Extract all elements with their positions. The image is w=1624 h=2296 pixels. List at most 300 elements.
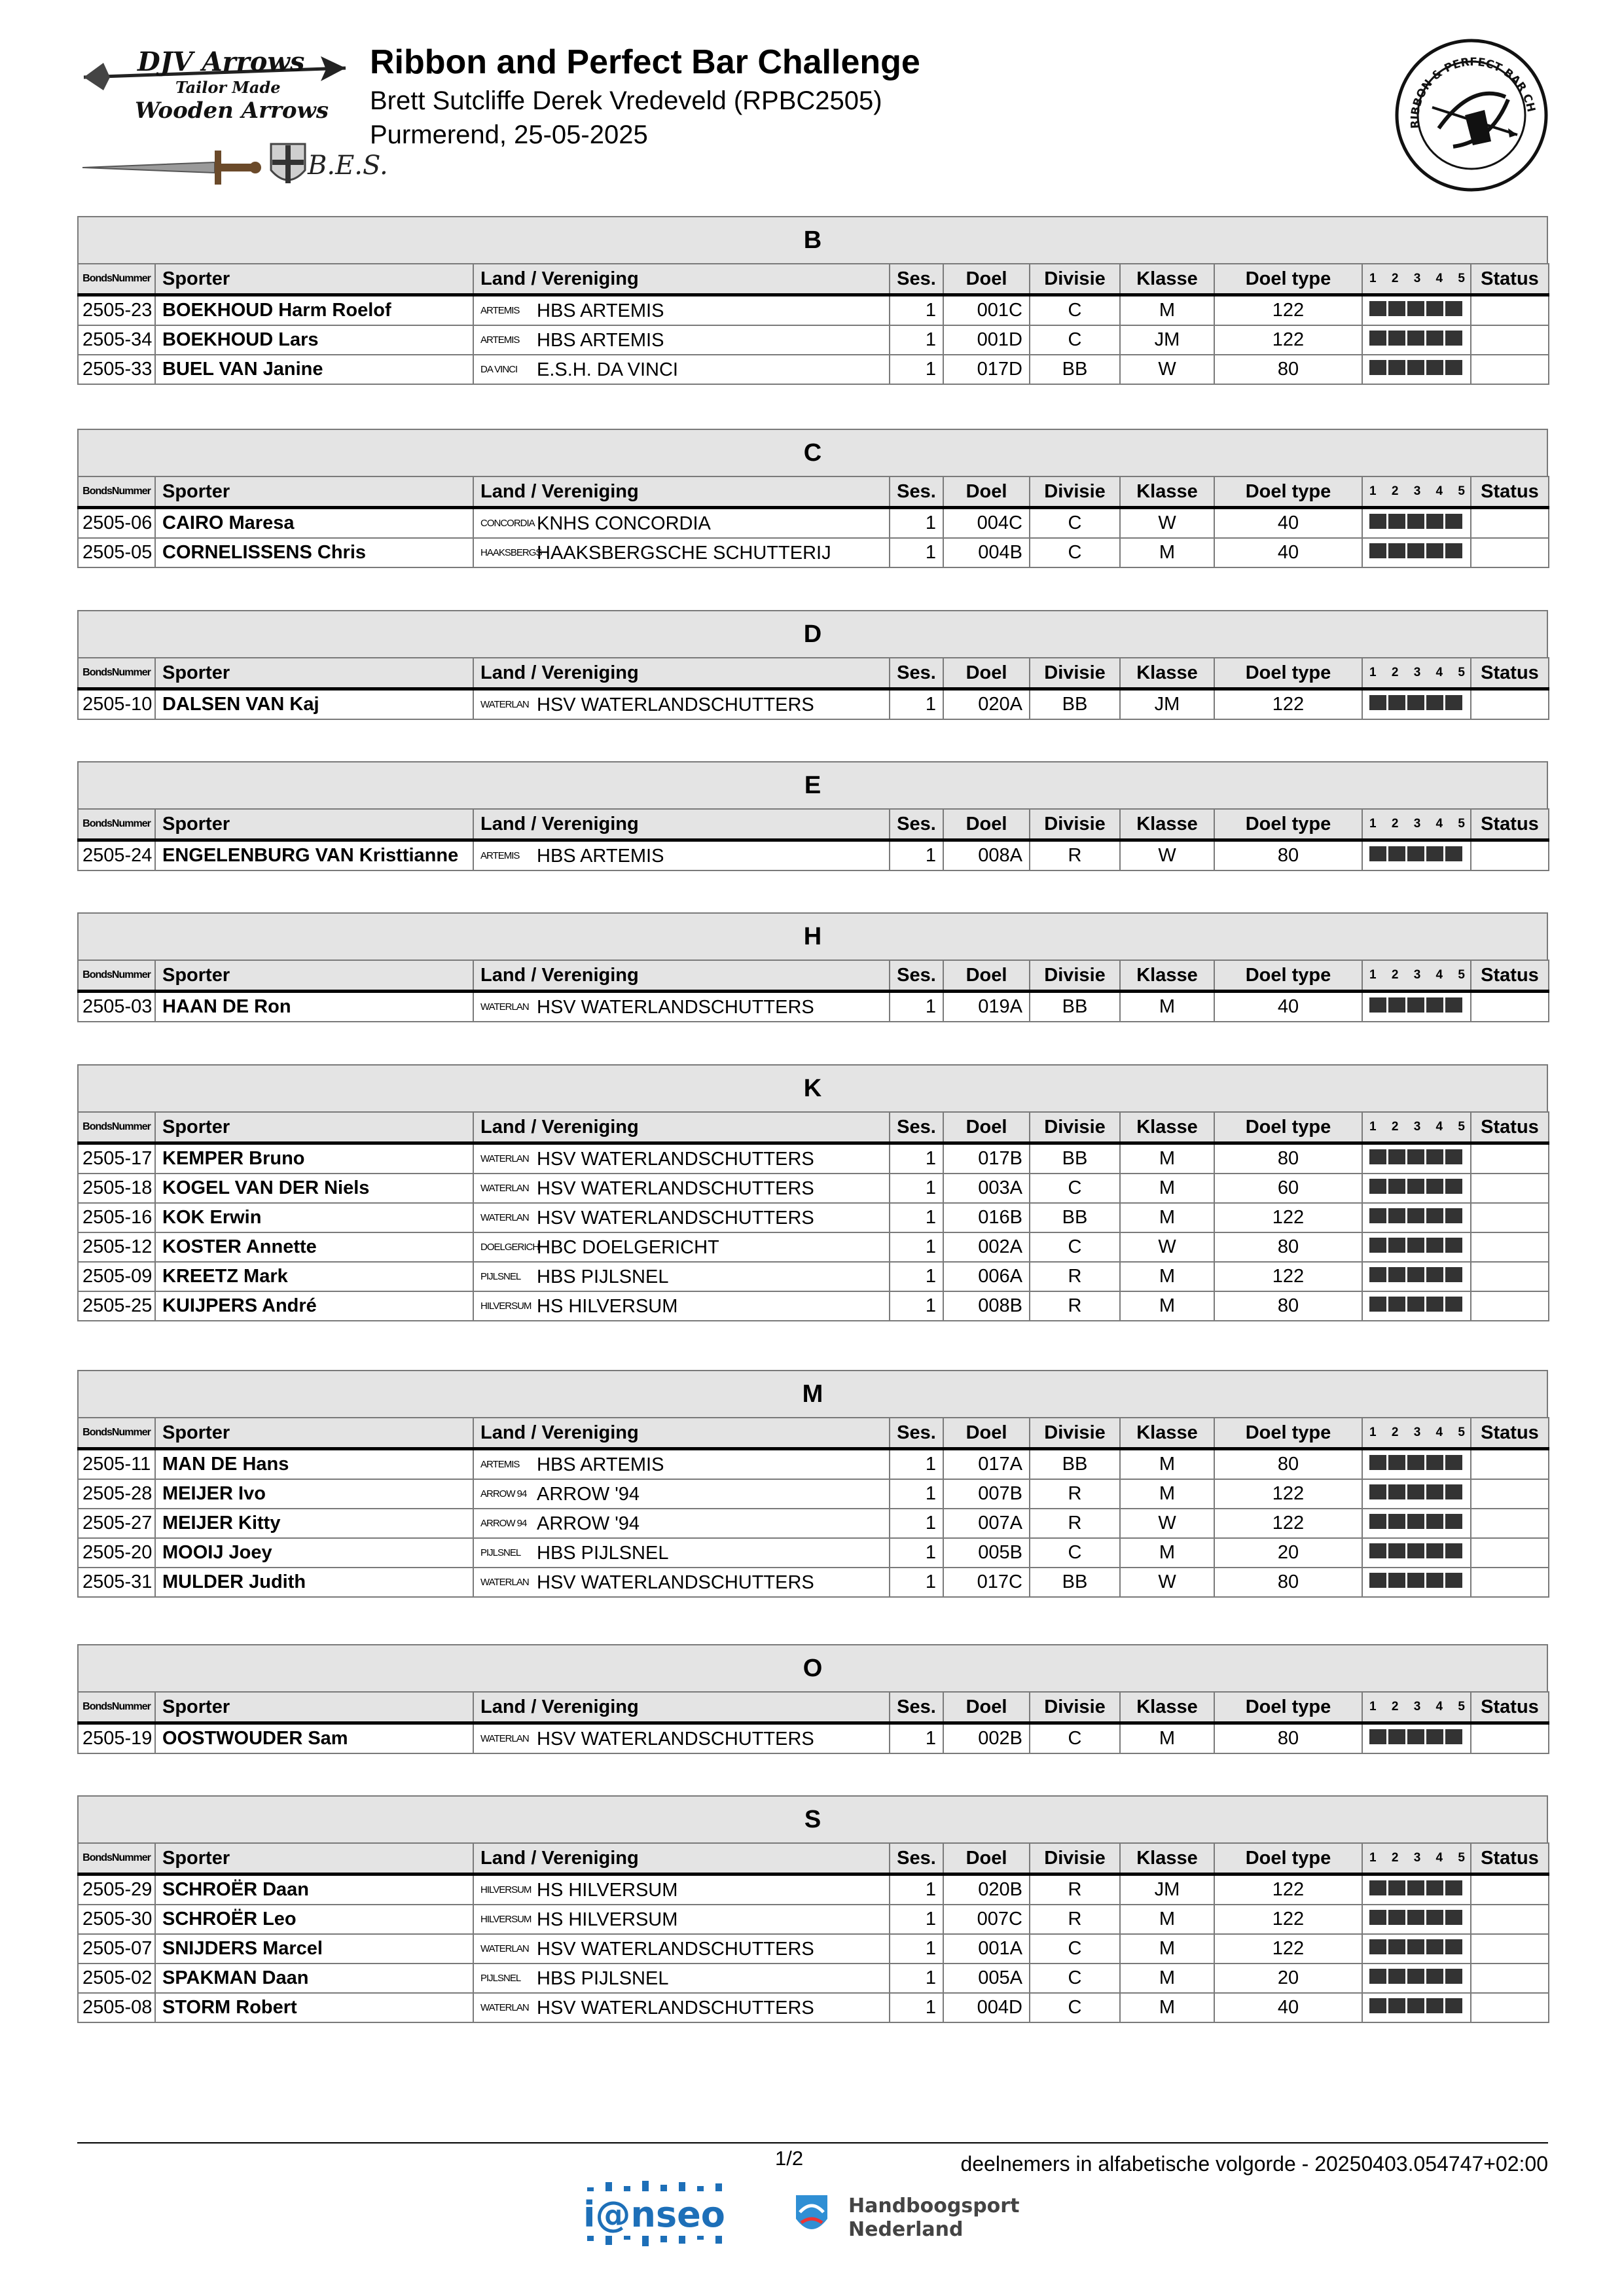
section-s	[77, 1795, 1548, 2023]
score-box	[1445, 331, 1462, 346]
session: 1	[890, 1232, 943, 1262]
col-land-header: Land / Vereniging	[473, 1692, 890, 1723]
status	[1471, 992, 1549, 1022]
section-c	[77, 429, 1548, 568]
score-box	[1445, 1267, 1462, 1282]
score-box	[1407, 1514, 1424, 1529]
col-divisie-header: Divisie	[1030, 1418, 1120, 1449]
class: M	[1120, 295, 1214, 326]
col-doeltype-header: Doel type	[1214, 264, 1362, 295]
division: C	[1030, 1723, 1120, 1754]
target: 020B	[943, 1874, 1030, 1905]
session: 1	[890, 1993, 943, 2022]
col-ses-header: Ses.	[890, 1843, 943, 1874]
col-status-header: Status	[1471, 264, 1549, 295]
target: 005B	[943, 1538, 1030, 1568]
club-short-code: DA VINCI	[480, 364, 518, 376]
score-box-group	[1369, 1571, 1464, 1593]
score-boxes	[1362, 1874, 1471, 1905]
score-box	[1388, 1267, 1405, 1282]
score-box	[1369, 846, 1386, 861]
score-box-group	[1369, 1967, 1464, 1989]
target-type: 80	[1214, 355, 1362, 384]
participants-table	[77, 1842, 1549, 2023]
class: W	[1120, 1509, 1214, 1538]
col-divisie-header: Divisie	[1030, 1112, 1120, 1143]
status	[1471, 1174, 1549, 1203]
club-cell	[473, 1934, 890, 1964]
bondsnummer: 2505-07	[78, 1934, 155, 1964]
club-cell	[473, 295, 890, 326]
status	[1471, 1232, 1549, 1262]
target-type: 80	[1214, 840, 1362, 871]
class: M	[1120, 1479, 1214, 1509]
table-row	[78, 538, 1549, 567]
score-box	[1407, 360, 1424, 375]
participants-table	[77, 808, 1549, 871]
score-box	[1407, 1543, 1424, 1558]
score-box	[1407, 1969, 1424, 1984]
col-status-header: Status	[1471, 476, 1549, 508]
division: C	[1030, 295, 1120, 326]
col-divisie-header: Divisie	[1030, 960, 1120, 992]
table-row	[78, 355, 1549, 384]
score-boxes	[1362, 538, 1471, 567]
score-box	[1426, 846, 1443, 861]
athlete-name: OOSTWOUDER Sam	[155, 1723, 473, 1754]
col-klasse-header: Klasse	[1120, 960, 1214, 992]
target-type: 122	[1214, 1874, 1362, 1905]
score-box	[1388, 543, 1405, 558]
score-box	[1369, 301, 1386, 316]
score-box	[1388, 1297, 1405, 1312]
bondsnummer: 2505-31	[78, 1568, 155, 1597]
header-row	[78, 1692, 1549, 1723]
club-name: HBS ARTEMIS	[537, 845, 664, 867]
club-cell	[473, 1568, 890, 1597]
club-cell	[473, 689, 890, 720]
session: 1	[890, 1934, 943, 1964]
col-ses-header: Ses.	[890, 476, 943, 508]
col-doel-header: Doel	[943, 476, 1030, 508]
score-boxes	[1362, 1723, 1471, 1754]
section-letter: C	[77, 429, 1548, 476]
status	[1471, 508, 1549, 539]
target: 016B	[943, 1203, 1030, 1232]
col-bondsnummer-header: BondsNummer	[78, 809, 155, 840]
bondsnummer: 2505-12	[78, 1232, 155, 1262]
score-box-group	[1369, 1177, 1464, 1199]
division: R	[1030, 1874, 1120, 1905]
col-sporter-header: Sporter	[155, 960, 473, 992]
score-box	[1426, 1573, 1443, 1588]
club-name: E.S.H. DA VINCI	[537, 359, 678, 380]
class: M	[1120, 1291, 1214, 1321]
target: 005A	[943, 1964, 1030, 1993]
score-boxes	[1362, 689, 1471, 720]
target-type: 122	[1214, 325, 1362, 355]
target: 007B	[943, 1479, 1030, 1509]
score-box-group	[1369, 1236, 1464, 1258]
score-box	[1445, 695, 1462, 710]
table-row	[78, 295, 1549, 326]
header-row	[78, 1112, 1549, 1143]
page-number: 1/2	[775, 2147, 804, 2170]
club-short-code: WATERLAN	[480, 1153, 529, 1165]
score-box	[1426, 1969, 1443, 1984]
target-type: 122	[1214, 689, 1362, 720]
class: M	[1120, 1174, 1214, 1203]
club-name: KNHS CONCORDIA	[537, 512, 711, 534]
club-cell	[473, 1232, 890, 1262]
table-row	[78, 840, 1549, 871]
col-doel-header: Doel	[943, 960, 1030, 992]
col-land-header: Land / Vereniging	[473, 476, 890, 508]
score-boxes	[1362, 840, 1471, 871]
svg-text:B.E.S.: B.E.S.	[308, 151, 388, 181]
col-divisie-header: Divisie	[1030, 476, 1120, 508]
session: 1	[890, 538, 943, 567]
col-doeltype-header: Doel type	[1214, 658, 1362, 689]
score-box	[1445, 1910, 1462, 1925]
bondsnummer: 2505-20	[78, 1538, 155, 1568]
athlete-name: BOEKHOUD Lars	[155, 325, 473, 355]
club-short-code: ARTEMIS	[480, 850, 520, 862]
club-short-code: ARROW 94	[480, 1518, 527, 1530]
score-box	[1388, 1880, 1405, 1895]
section-d	[77, 610, 1548, 720]
session: 1	[890, 1143, 943, 1174]
class: M	[1120, 1723, 1214, 1754]
score-box	[1388, 1179, 1405, 1194]
section-o	[77, 1644, 1548, 1754]
target-type: 122	[1214, 1203, 1362, 1232]
target-type: 122	[1214, 1479, 1362, 1509]
score-box	[1369, 1297, 1386, 1312]
col-divisie-header: Divisie	[1030, 1843, 1120, 1874]
club-short-code: ARROW 94	[480, 1488, 527, 1500]
class: M	[1120, 1964, 1214, 1993]
bondsnummer: 2505-24	[78, 840, 155, 871]
score-box-group	[1369, 1266, 1464, 1287]
target: 001A	[943, 1934, 1030, 1964]
col-land-header: Land / Vereniging	[473, 1418, 890, 1449]
athlete-name: HAAN DE Ron	[155, 992, 473, 1022]
club-cell	[473, 538, 890, 567]
division: R	[1030, 840, 1120, 871]
col-klasse-header: Klasse	[1120, 264, 1214, 295]
score-box	[1445, 1880, 1462, 1895]
col-scores-header: 1 2 3 4 5	[1362, 264, 1471, 295]
score-box	[1407, 1455, 1424, 1470]
score-box	[1407, 846, 1424, 861]
athlete-name: BUEL VAN Janine	[155, 355, 473, 384]
section-e	[77, 761, 1548, 871]
score-box	[1369, 331, 1386, 346]
score-box	[1426, 1179, 1443, 1194]
target-type: 80	[1214, 1232, 1362, 1262]
score-box-group	[1369, 1513, 1464, 1534]
score-boxes	[1362, 1538, 1471, 1568]
score-box	[1407, 1149, 1424, 1164]
score-boxes	[1362, 1262, 1471, 1291]
bondsnummer: 2505-34	[78, 325, 155, 355]
score-box	[1369, 543, 1386, 558]
athlete-name: KOSTER Annette	[155, 1232, 473, 1262]
score-boxes	[1362, 1509, 1471, 1538]
athlete-name: DALSEN VAN Kaj	[155, 689, 473, 720]
target: 001C	[943, 295, 1030, 326]
score-box-group	[1369, 300, 1464, 321]
target-type: 122	[1214, 1905, 1362, 1934]
score-box	[1426, 1543, 1443, 1558]
section-letter: E	[77, 761, 1548, 808]
division: C	[1030, 1174, 1120, 1203]
bondsnummer: 2505-19	[78, 1723, 155, 1754]
col-doel-header: Doel	[943, 809, 1030, 840]
header-row	[78, 1418, 1549, 1449]
target-type: 60	[1214, 1174, 1362, 1203]
section-letter: S	[77, 1795, 1548, 1842]
score-boxes	[1362, 1993, 1471, 2022]
score-box	[1369, 1455, 1386, 1470]
target: 017A	[943, 1449, 1030, 1480]
score-box	[1426, 1455, 1443, 1470]
athlete-name: ENGELENBURG VAN Kristtianne	[155, 840, 473, 871]
class: W	[1120, 1568, 1214, 1597]
club-name: HAAKSBERGSCHE SCHUTTERIJ	[537, 542, 831, 564]
score-box	[1407, 1238, 1424, 1253]
col-divisie-header: Divisie	[1030, 658, 1120, 689]
col-bondsnummer-header: BondsNummer	[78, 476, 155, 508]
target: 003A	[943, 1174, 1030, 1203]
footer-divider	[77, 2142, 1548, 2144]
col-doel-header: Doel	[943, 658, 1030, 689]
class: M	[1120, 1262, 1214, 1291]
club-name: HS HILVERSUM	[537, 1879, 678, 1901]
session: 1	[890, 1723, 943, 1754]
col-ses-header: Ses.	[890, 264, 943, 295]
score-box	[1426, 1910, 1443, 1925]
col-bondsnummer-header: BondsNummer	[78, 960, 155, 992]
col-ses-header: Ses.	[890, 1692, 943, 1723]
score-box	[1369, 1208, 1386, 1223]
section-letter: B	[77, 216, 1548, 263]
score-box	[1407, 1910, 1424, 1925]
score-boxes	[1362, 1934, 1471, 1964]
table-row	[78, 1174, 1549, 1203]
target: 006A	[943, 1262, 1030, 1291]
col-bondsnummer-header: BondsNummer	[78, 264, 155, 295]
bondsnummer: 2505-33	[78, 355, 155, 384]
score-box	[1445, 846, 1462, 861]
score-box	[1407, 301, 1424, 316]
athlete-name: MEIJER Ivo	[155, 1479, 473, 1509]
target-type: 40	[1214, 508, 1362, 539]
club-name: HS HILVERSUM	[537, 1909, 678, 1930]
club-name: HSV WATERLANDSCHUTTERS	[537, 1148, 814, 1170]
score-box	[1388, 1208, 1405, 1223]
score-box	[1388, 1998, 1405, 2013]
col-sporter-header: Sporter	[155, 1843, 473, 1874]
target-type: 20	[1214, 1538, 1362, 1568]
col-doeltype-header: Doel type	[1214, 809, 1362, 840]
club-short-code: HILVERSUM	[480, 1884, 532, 1896]
col-bondsnummer-header: BondsNummer	[78, 1692, 155, 1723]
ribbon-challenge-logo	[1393, 37, 1550, 194]
score-box	[1426, 1297, 1443, 1312]
col-sporter-header: Sporter	[155, 1418, 473, 1449]
col-doeltype-header: Doel type	[1214, 1843, 1362, 1874]
col-land-header: Land / Vereniging	[473, 658, 890, 689]
club-name: HSV WATERLANDSCHUTTERS	[537, 996, 814, 1018]
bondsnummer: 2505-25	[78, 1291, 155, 1321]
score-boxes	[1362, 1449, 1471, 1480]
col-doel-header: Doel	[943, 1112, 1030, 1143]
score-box-group	[1369, 359, 1464, 380]
table-row	[78, 508, 1549, 539]
club-short-code: HILVERSUM	[480, 1300, 532, 1312]
score-boxes	[1362, 355, 1471, 384]
score-box	[1388, 514, 1405, 529]
col-status-header: Status	[1471, 1692, 1549, 1723]
score-box	[1445, 1208, 1462, 1223]
score-box	[1369, 360, 1386, 375]
club-short-code: PIJLSNEL	[480, 1547, 521, 1559]
club-short-code: CONCORDIA	[480, 518, 535, 529]
status	[1471, 1538, 1549, 1568]
col-klasse-header: Klasse	[1120, 1418, 1214, 1449]
col-scores-header: 1 2 3 4 5	[1362, 1112, 1471, 1143]
club-cell	[473, 355, 890, 384]
score-box	[1407, 997, 1424, 1013]
athlete-name: SPAKMAN Daan	[155, 1964, 473, 1993]
score-boxes	[1362, 1291, 1471, 1321]
score-box	[1426, 1267, 1443, 1282]
score-box	[1445, 997, 1462, 1013]
club-cell	[473, 1964, 890, 1993]
bondsnummer: 2505-02	[78, 1964, 155, 1993]
score-box	[1388, 1484, 1405, 1499]
col-status-header: Status	[1471, 1843, 1549, 1874]
score-box	[1369, 1267, 1386, 1282]
handboogsport-nederland-logo	[792, 2186, 1020, 2245]
col-klasse-header: Klasse	[1120, 1692, 1214, 1723]
score-box	[1426, 514, 1443, 529]
status	[1471, 355, 1549, 384]
session: 1	[890, 1538, 943, 1568]
col-ses-header: Ses.	[890, 809, 943, 840]
bondsnummer: 2505-06	[78, 508, 155, 539]
score-box	[1445, 301, 1462, 316]
table-row	[78, 1262, 1549, 1291]
target-type: 80	[1214, 1723, 1362, 1754]
score-box	[1369, 1729, 1386, 1744]
score-box	[1445, 1998, 1462, 2013]
athlete-name: CORNELISSENS Chris	[155, 538, 473, 567]
target-type: 20	[1214, 1964, 1362, 1993]
division: C	[1030, 1232, 1120, 1262]
score-box	[1426, 1514, 1443, 1529]
table-row	[78, 689, 1549, 720]
club-short-code: WATERLAN	[480, 2002, 529, 2014]
score-box	[1407, 1573, 1424, 1588]
score-boxes	[1362, 1964, 1471, 1993]
score-box	[1407, 1880, 1424, 1895]
svg-text:Wooden Arrows: Wooden Arrows	[135, 98, 329, 124]
status	[1471, 1723, 1549, 1754]
header-title-block	[370, 41, 920, 152]
club-name: HSV WATERLANDSCHUTTERS	[537, 1571, 814, 1593]
class: M	[1120, 1449, 1214, 1480]
club-short-code: HILVERSUM	[480, 1914, 532, 1926]
ianseo-logo	[579, 2179, 730, 2248]
session: 1	[890, 1964, 943, 1993]
athlete-name: MOOIJ Joey	[155, 1538, 473, 1568]
club-short-code: ARTEMIS	[480, 305, 520, 317]
participants-table	[77, 1691, 1549, 1754]
score-box-group	[1369, 1728, 1464, 1749]
footer-note: deelnemers in alfabetische volgorde - 20250403.054747+02:00	[960, 2152, 1548, 2176]
score-box	[1445, 1297, 1462, 1312]
class: W	[1120, 840, 1214, 871]
session: 1	[890, 355, 943, 384]
header-row	[78, 264, 1549, 295]
class: W	[1120, 508, 1214, 539]
col-ses-header: Ses.	[890, 960, 943, 992]
score-box	[1407, 1208, 1424, 1223]
club-short-code: WATERLAN	[480, 1733, 529, 1745]
session: 1	[890, 1568, 943, 1597]
athlete-name: CAIRO Maresa	[155, 508, 473, 539]
class: W	[1120, 355, 1214, 384]
status	[1471, 1964, 1549, 1993]
status	[1471, 1262, 1549, 1291]
club-cell	[473, 1174, 890, 1203]
score-box	[1388, 1238, 1405, 1253]
svg-text:Tailor Made: Tailor Made	[175, 78, 281, 97]
col-status-header: Status	[1471, 960, 1549, 992]
club-name: HBC DOELGERICHT	[537, 1236, 719, 1258]
session: 1	[890, 1509, 943, 1538]
club-name: HSV WATERLANDSCHUTTERS	[537, 1938, 814, 1960]
target: 001D	[943, 325, 1030, 355]
score-box	[1369, 1179, 1386, 1194]
col-land-header: Land / Vereniging	[473, 1843, 890, 1874]
score-box	[1388, 360, 1405, 375]
score-box	[1445, 1484, 1462, 1499]
target-type: 80	[1214, 1143, 1362, 1174]
status	[1471, 1479, 1549, 1509]
target-type: 40	[1214, 538, 1362, 567]
division: C	[1030, 538, 1120, 567]
class: M	[1120, 1143, 1214, 1174]
svg-text:RIBBON & PERFECT BAR CHALLENGE: RIBBON & PERFECT BAR CH	[1408, 56, 1538, 130]
score-boxes	[1362, 1232, 1471, 1262]
class: M	[1120, 1905, 1214, 1934]
target-type: 122	[1214, 1934, 1362, 1964]
table-row	[78, 325, 1549, 355]
club-short-code: WATERLAN	[480, 1212, 529, 1224]
score-box-group	[1369, 512, 1464, 534]
status	[1471, 840, 1549, 871]
session: 1	[890, 1479, 943, 1509]
score-box	[1407, 543, 1424, 558]
score-box-group	[1369, 1997, 1464, 2018]
header-row	[78, 476, 1549, 508]
score-box	[1388, 1149, 1405, 1164]
bondsnummer: 2505-09	[78, 1262, 155, 1291]
